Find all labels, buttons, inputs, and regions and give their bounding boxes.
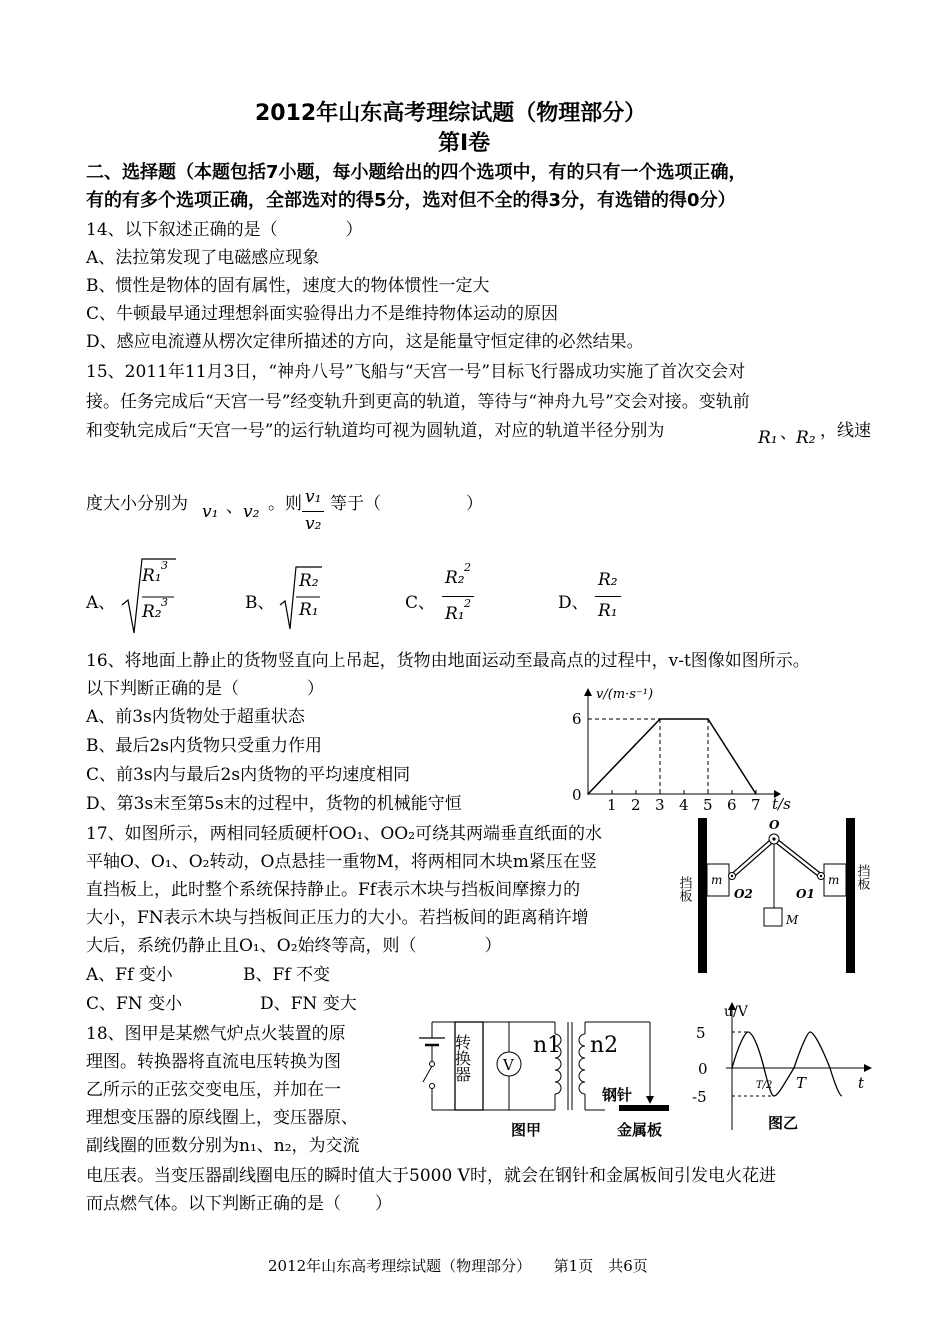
vt-data-point — [659, 718, 661, 720]
q17-line4: 大小，FN表示木块与挡板间正压力的大小。若挡板间的距离稍许增 — [86, 908, 589, 928]
q15-option-c-label: C、 — [405, 593, 436, 613]
q14-option-b: B、惯性是物体的固有属性，速度大的物体惯性一定大 — [86, 276, 490, 296]
fig-b-y-zero: 0 — [698, 1060, 708, 1078]
plate-label: 金属板 — [617, 1121, 663, 1139]
x-tick-label: 7 — [751, 796, 761, 814]
fig-b-ylabel: u/V — [724, 1004, 748, 1020]
q15-line4-tail: 等于（ ） — [330, 494, 483, 514]
secondary-coil — [579, 1034, 585, 1094]
q15-option-d-label: D、 — [558, 593, 589, 613]
q17-option-a: A、Ff 变小 — [86, 965, 173, 985]
fig-a-caption: 图甲 — [511, 1121, 542, 1139]
q15-frac-bar — [302, 511, 324, 512]
right-plate-label: 挡板 — [854, 864, 870, 890]
q16-line2: 以下判断正确的是（ ） — [86, 679, 324, 699]
page-title: 2012年山东高考理综试题（物理部分） — [255, 101, 647, 126]
q17-line2: 平轴O、O₁、O₂转动，O点悬挂一重物M，将两相同木块m紧压在竖 — [86, 852, 597, 872]
vt-series-line — [588, 719, 756, 794]
q15-line4-mid: 。则 — [268, 494, 302, 514]
q15-line4: 度大小分别为 — [86, 494, 188, 514]
q15-a-num: R₁ — [142, 566, 162, 586]
label-o: O — [769, 818, 780, 832]
q15-frac-den-v2: v₂ — [305, 514, 322, 534]
q15-line2: 接。任务完成后“天宫一号”经变轨升到更高的轨道，等待与“神舟九号”交会对接。变轨前 — [86, 392, 750, 412]
q16-option-c: C、前3s内与最后2s内货物的平均速度相同 — [86, 765, 411, 785]
x-axis-label: t/s — [772, 795, 791, 813]
q15-r2: R₂ — [796, 428, 816, 448]
q17-line3: 直挡板上，此时整个系统保持静止。Ff表示木块与挡板间摩擦力的 — [86, 880, 581, 900]
q18-line1: 18、图甲是某燃气炉点火装置的原 — [86, 1024, 346, 1044]
q18-line5: 副线圈的匝数分别为n₁、n₂，为交流 — [86, 1136, 360, 1156]
x-tick-label: 4 — [679, 796, 689, 814]
label-m: M — [786, 913, 799, 927]
q18-line4: 理想变压器的原线圈上，变压器原、 — [86, 1108, 358, 1128]
q17-option-b: B、Ff 不变 — [243, 965, 330, 985]
q15-option-a-label: A、 — [86, 593, 116, 613]
q15-a-den-exp: 3 — [161, 596, 168, 609]
volume-title: 第Ⅰ卷 — [438, 131, 491, 156]
q16-option-a: A、前3s内货物处于超重状态 — [86, 707, 305, 727]
q18-line2: 理图。转换器将直流电压转换为图 — [86, 1052, 341, 1072]
y-axis-label: v/(m·s⁻¹) — [596, 687, 654, 702]
fig-b-T: T — [796, 1074, 807, 1092]
fig-b-xlabel: t — [858, 1074, 865, 1092]
n2-label: n2 — [590, 1033, 619, 1058]
q15-d-num: R₂ — [598, 570, 618, 590]
q17-line5: 大后，系统仍静止且O₁、O₂始终等高，则（ ） — [86, 936, 502, 956]
q15-a-den: R₂ — [142, 602, 162, 622]
q15-b-num: R₂ — [299, 571, 319, 591]
origin-label: 0 — [572, 786, 582, 804]
q16-option-b: B、最后2s内货物只受重力作用 — [86, 736, 323, 756]
right-block-label: m — [828, 873, 840, 887]
q14-option-d: D、感应电流遵从楞次定律所描述的方向，这是能量守恒定律的必然结果。 — [86, 332, 644, 352]
q16-option-d: D、第3s末至第5s末的过程中，货物的机械能守恒 — [86, 794, 462, 814]
q14-option-a: A、法拉第发现了电磁感应现象 — [86, 248, 320, 268]
label-o1: O1 — [796, 887, 815, 901]
q15-line1: 15、2011年11月3日，“神舟八号”飞船与“天宫一号”目标飞行器成功实施了首次交会对 — [86, 362, 746, 382]
q15-c-den-exp: 2 — [464, 597, 471, 610]
q18-line3: 乙所示的正弦交变电压，并加在一 — [86, 1080, 341, 1100]
x-tick-label: 1 — [607, 796, 617, 814]
q17-option-c: C、FN 变小 — [86, 994, 183, 1014]
q15-c-den: R₁ — [445, 604, 465, 624]
q17-figure — [668, 812, 878, 977]
q15-c-num-exp: 2 — [464, 561, 471, 574]
q15-line3: 和变轨完成后“天宫一号”的运行轨道均可视为圆轨道，对应的轨道半径分别为 — [86, 421, 665, 441]
q15-sep1: 、 — [780, 423, 797, 443]
q15-v1: v₁ — [202, 502, 219, 522]
q15-r1: R₁ — [758, 428, 778, 448]
fig-b-caption: 图乙 — [768, 1114, 799, 1132]
fig-b-t-half: T/2 — [756, 1080, 773, 1091]
q18-figure-a — [405, 1012, 685, 1144]
q15-sep2: 、 — [226, 497, 243, 517]
left-block-label: m — [711, 873, 723, 887]
q15-frac-num-v1: v₁ — [305, 487, 322, 507]
q15-d-den: R₁ — [598, 601, 618, 621]
q18-line7: 而点燃气体。以下判断正确的是（ ） — [86, 1194, 392, 1214]
left-plate — [698, 818, 707, 973]
q15-line3-tail: ，线速 — [820, 421, 871, 441]
weight-m — [764, 908, 782, 926]
y-tick-label: 6 — [572, 710, 582, 728]
q16-line1: 16、将地面上静止的货物竖直向上吊起，货物由地面运动至最高点的过程中，v-t图像如图所示。 — [86, 651, 810, 671]
vt-data-point — [755, 793, 757, 795]
fig-b-y-pos: 5 — [696, 1024, 706, 1042]
section-instruction-line1: 二、选择题（本题包括7小题，每小题给出的四个选项中，有的只有一个选项正确， — [86, 162, 747, 183]
vt-data-point — [707, 718, 709, 720]
q15-option-b-label: B、 — [245, 593, 275, 613]
x-tick-label: 5 — [703, 796, 713, 814]
q17-option-d: D、FN 变大 — [260, 994, 357, 1014]
right-plate — [846, 818, 855, 973]
q18-figure-b — [690, 1000, 880, 1138]
label-o2: O2 — [734, 887, 753, 901]
section-instruction-line2: 有的有多个选项正确，全部选对的得5分，选对但不全的得3分，有选错的得0分） — [86, 190, 736, 211]
q14-option-c: C、牛顿最早通过理想斜面实验得出力不是维持物体运动的原因 — [86, 304, 559, 324]
left-plate-label: 挡板 — [676, 876, 692, 902]
page-footer: 2012年山东高考理综试题（物理部分） 第1页 共6页 — [268, 1257, 648, 1275]
q15-d-bar — [595, 596, 621, 597]
converter-label: 转换器 — [452, 1034, 472, 1082]
q14-stem: 14、以下叙述正确的是（ ） — [86, 220, 363, 240]
q17-line1: 17、如图所示，两相同轻质硬杆OO₁、OO₂可绕其两端垂直纸面的水 — [86, 824, 603, 844]
q18-line6: 电压表。当变压器副线圈电压的瞬时值大于5000 V时，就会在钢针和金属板间引发电火花进 — [86, 1166, 776, 1186]
q15-c-num: R₂ — [445, 568, 465, 588]
needle-label: 钢针 — [602, 1086, 633, 1104]
sine-wave — [732, 1032, 842, 1096]
voltmeter-label: V — [503, 1056, 514, 1074]
x-tick-label: 2 — [631, 796, 641, 814]
n1-label: n1 — [533, 1033, 562, 1058]
q15-b-den: R₁ — [299, 600, 319, 620]
vt-data-point — [587, 793, 589, 795]
y-axis-arrow — [584, 688, 592, 696]
switch — [423, 1066, 432, 1082]
x-tick-label: 3 — [655, 796, 665, 814]
needle-tip — [646, 1096, 654, 1104]
vt-chart — [560, 676, 800, 814]
fig-b-y-neg: -5 — [692, 1088, 707, 1106]
q15-v2: v₂ — [243, 502, 260, 522]
q15-a-num-exp: 3 — [161, 559, 168, 572]
x-tick-label: 6 — [727, 796, 737, 814]
metal-plate — [619, 1105, 669, 1111]
